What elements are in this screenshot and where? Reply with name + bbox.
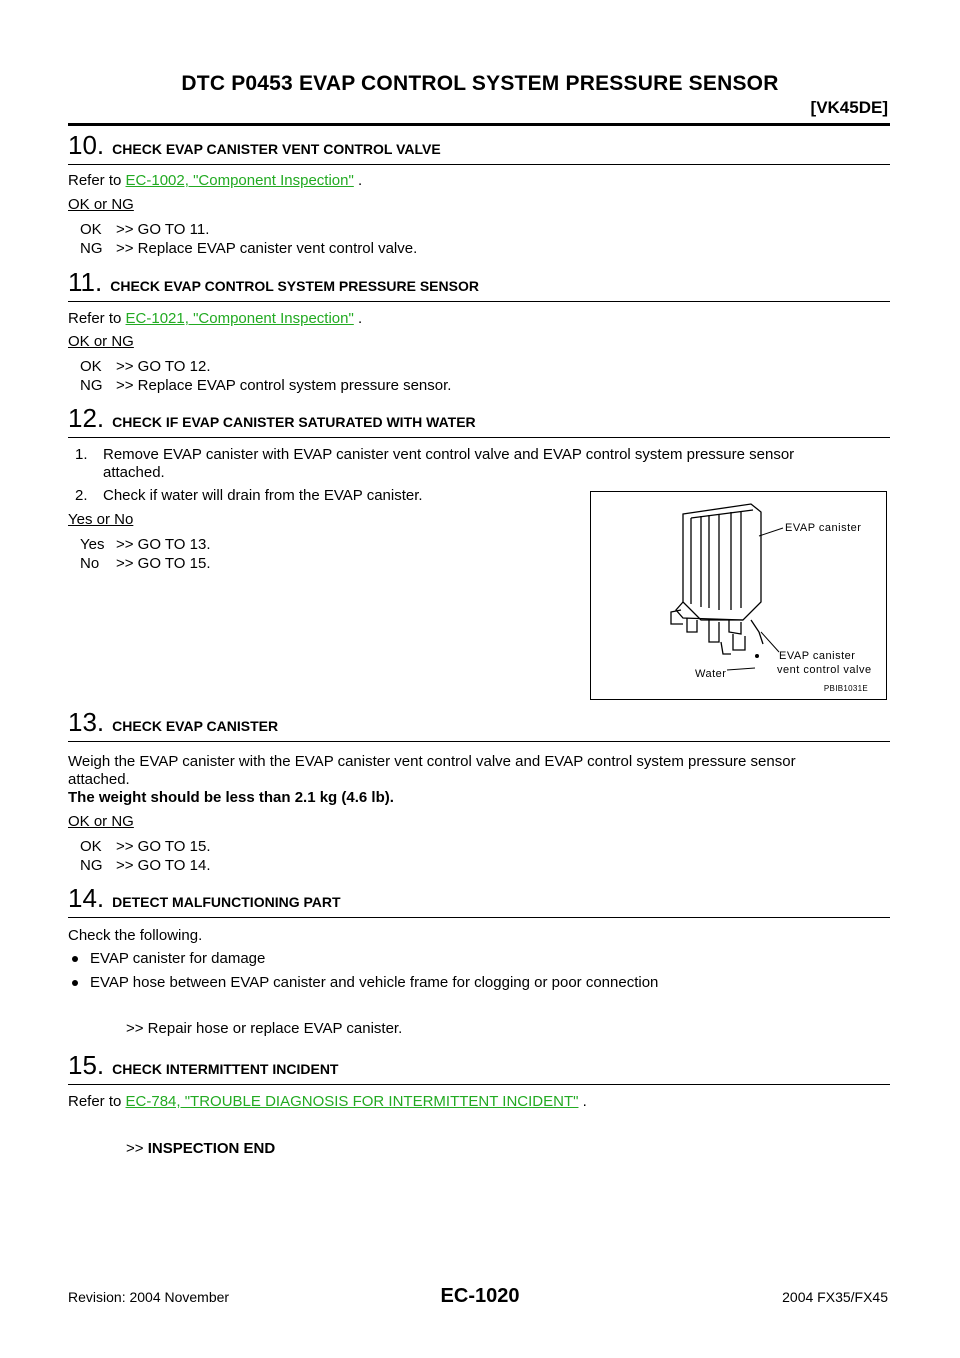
- result-list: [80, 357, 451, 395]
- step-13-body: Weigh the EVAP canister with the EVAP canister vent control valve and EVAP control system pressure sensor attached. The weight should be less than 2.1 kg (4.6 lb).: [68, 753, 890, 807]
- step-number: 12.: [68, 403, 105, 433]
- step-11: [68, 267, 890, 302]
- refer-line: Refer to EC-1021, "Component Inspection" .: [68, 310, 363, 327]
- refer-line: Refer to EC-784, "TROUBLE DIAGNOSIS FOR INTERMITTENT INCIDENT" .: [68, 1093, 587, 1110]
- engine-code: [VK45DE]: [810, 98, 888, 117]
- step-rule: [68, 917, 890, 918]
- step-title: CHECK EVAP CONTROL SYSTEM PRESSURE SENSOR: [110, 278, 479, 294]
- reference-link[interactable]: EC-1002, "Component Inspection": [125, 172, 354, 189]
- judgement-label: OK or NG: [68, 813, 134, 830]
- bullet-icon: [72, 956, 78, 962]
- result-ok: OK >> GO TO 15.: [80, 838, 211, 855]
- header-rule: [68, 123, 890, 126]
- result-ng: NG >> GO TO 14.: [80, 857, 211, 874]
- step-10: [68, 130, 890, 165]
- check-intro: Check the following.: [68, 927, 203, 944]
- result-ng: NG >> Replace EVAP control system pressure sensor.: [80, 377, 452, 394]
- step-rule: [68, 1084, 890, 1085]
- step-15: [68, 1050, 890, 1085]
- label-vent-valve-2: vent control valve: [777, 664, 872, 676]
- step-rule: [68, 741, 890, 742]
- bullet-item: EVAP hose between EVAP canister and vehicle frame for clogging or poor connection: [72, 974, 658, 992]
- result-ok: OK >> GO TO 12.: [80, 358, 211, 375]
- weight-spec: The weight should be less than 2.1 kg (4.6 lb).: [68, 789, 394, 806]
- step-title: CHECK IF EVAP CANISTER SATURATED WITH WATER: [112, 414, 476, 430]
- result-ok: OK >> GO TO 11.: [80, 221, 210, 238]
- refer-line: Refer to EC-1002, "Component Inspection" .: [68, 172, 363, 189]
- instruction-1: 1.: [75, 446, 88, 463]
- step-rule: [68, 301, 890, 302]
- figure-code: PBIB1031E: [823, 684, 868, 693]
- step-number: 11.: [68, 267, 103, 297]
- page-number: EC-1020: [440, 1285, 520, 1307]
- step-14: [68, 883, 890, 918]
- model-name: 2004 FX35/FX45: [782, 1289, 888, 1305]
- label-vent-valve-1: EVAP canister: [779, 650, 856, 662]
- label-water: Water: [695, 668, 727, 680]
- step-rule: [68, 437, 890, 438]
- step-number: 10.: [68, 130, 105, 160]
- result-list: [80, 535, 211, 573]
- judgement-label: OK or NG: [68, 196, 134, 213]
- revision-date: Revision: 2004 November: [68, 1289, 230, 1305]
- result-yes: Yes >> GO TO 13.: [80, 536, 211, 553]
- step-number: 15.: [68, 1050, 105, 1080]
- judgement-label: Yes or No: [68, 511, 134, 528]
- bullet-item: EVAP canister for damage: [72, 950, 265, 968]
- instruction-2: 2.: [75, 487, 88, 504]
- reference-link[interactable]: EC-1021, "Component Inspection": [125, 310, 354, 327]
- result-list: [80, 837, 211, 875]
- repair-result: >> Repair hose or replace EVAP canister.: [126, 1020, 403, 1037]
- step-title: CHECK EVAP CANISTER VENT CONTROL VALVE: [112, 141, 441, 157]
- instruction-1-text: Remove EVAP canister with EVAP canister vent control valve and EVAP control system pressure sensor attached.: [103, 446, 795, 481]
- bullet-icon: [72, 980, 78, 986]
- step-13: [68, 707, 890, 742]
- result-ng: NG >> Replace EVAP canister vent control valve.: [80, 240, 418, 257]
- inspection-end: >> INSPECTION END: [126, 1140, 276, 1157]
- result-no: No >> GO TO 15.: [80, 555, 211, 572]
- page-title: DTC P0453 EVAP CONTROL SYSTEM PRESSURE SENSOR: [181, 72, 779, 95]
- evap-canister-figure: [590, 491, 887, 700]
- step-12: [68, 403, 890, 438]
- step-number: 13.: [68, 707, 105, 737]
- step-rule: [68, 164, 890, 165]
- step-title: CHECK EVAP CANISTER: [112, 718, 279, 734]
- instruction-2-text: Check if water will drain from the EVAP canister.: [103, 487, 423, 504]
- step-title: CHECK INTERMITTENT INCIDENT: [112, 1061, 339, 1077]
- reference-link[interactable]: EC-784, "TROUBLE DIAGNOSIS FOR INTERMITTENT INCIDENT": [125, 1093, 579, 1110]
- step-title: DETECT MALFUNCTIONING PART: [112, 894, 341, 910]
- step-number: 14.: [68, 883, 105, 913]
- judgement-label: OK or NG: [68, 333, 134, 350]
- result-list: [80, 220, 417, 258]
- label-evap-canister: EVAP canister: [785, 522, 862, 534]
